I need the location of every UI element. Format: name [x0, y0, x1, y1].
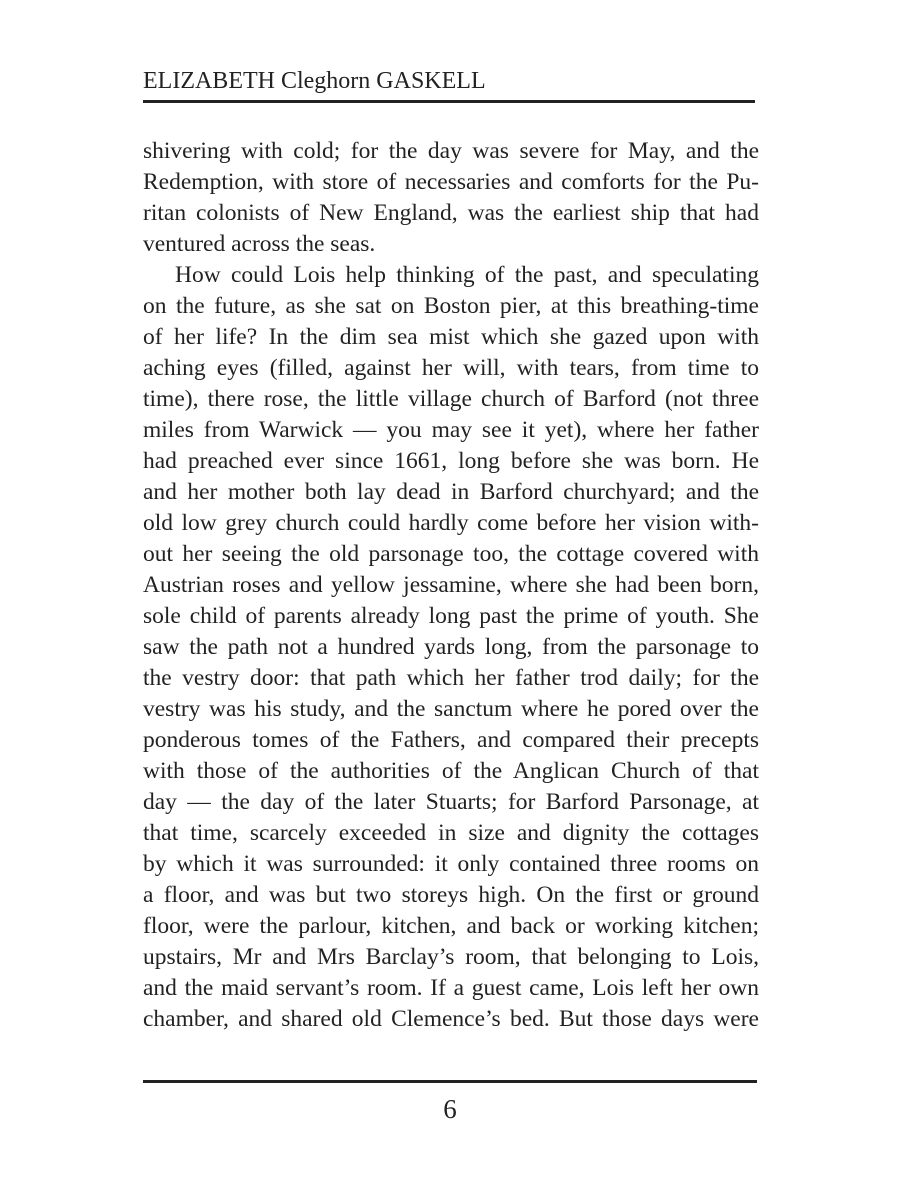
text-line: on the future, as she sat on Boston pier, at this breathing-time — [143, 293, 759, 319]
text-line: ventured across the seas. — [143, 231, 376, 257]
text-line: by which it was surrounded: it only contained three rooms on — [143, 851, 759, 877]
text-line: of her life? In the dim sea mist which she gazed upon with — [143, 324, 759, 350]
text-line: Redemption, with store of necessaries and comforts for the Pu- — [143, 169, 759, 195]
text-line: aching eyes (filled, against her will, with tears, from time to — [143, 355, 759, 381]
text-line: ritan colonists of New England, was the earliest ship that had — [143, 200, 759, 226]
text-line: sole child of parents already long past the prime of youth. She — [143, 603, 759, 629]
text-line: time), there rose, the little village church of Barford (not three — [143, 386, 759, 412]
text-line: a floor, and was but two storeys high. On the first or ground — [143, 882, 759, 908]
text-line: How could Lois help thinking of the past, and speculating — [175, 262, 759, 288]
text-line: the vestry door: that path which her father trod daily; for the — [143, 665, 759, 691]
text-line: ponderous tomes of the Fathers, and compared their precepts — [143, 727, 759, 753]
body-text — [143, 136, 759, 1035]
text-line: chamber, and shared old Clemence’s bed. But those days were — [143, 1006, 759, 1032]
text-line: vestry was his study, and the sanctum where he pored over the — [143, 696, 759, 722]
footer-rule — [143, 1080, 757, 1083]
author-name-header: ELIZABETH Cleghorn GASKELL — [143, 68, 486, 94]
text-line: day — the day of the later Stuarts; for Barford Parsonage, at — [143, 789, 759, 815]
text-line: shivering with cold; for the day was severe for May, and the — [143, 138, 759, 164]
text-line: old low grey church could hardly come before her vision with- — [143, 510, 759, 536]
page-number: 6 — [443, 1094, 457, 1124]
text-line: Austrian roses and yellow jessamine, where she had been born, — [143, 572, 759, 598]
text-line: floor, were the parlour, kitchen, and back or working kitchen; — [143, 913, 759, 939]
text-line: miles from Warwick — you may see it yet), where her father — [143, 417, 759, 443]
text-line: saw the path not a hundred yards long, from the parsonage to — [143, 634, 759, 660]
text-line: out her seeing the old parsonage too, the cottage covered with — [143, 541, 759, 567]
text-line: and the maid servant’s room. If a guest came, Lois left her own — [143, 975, 759, 1001]
text-line: that time, scarcely exceeded in size and dignity the cottages — [143, 820, 759, 846]
text-line: upstairs, Mr and Mrs Barclay’s room, that belonging to Lois, — [143, 944, 759, 970]
text-line: and her mother both lay dead in Barford churchyard; and the — [143, 479, 759, 505]
text-line: with those of the authorities of the Anglican Church of that — [143, 758, 759, 784]
running-header — [143, 66, 755, 103]
text-line: had preached ever since 1661, long before she was born. He — [143, 448, 759, 474]
